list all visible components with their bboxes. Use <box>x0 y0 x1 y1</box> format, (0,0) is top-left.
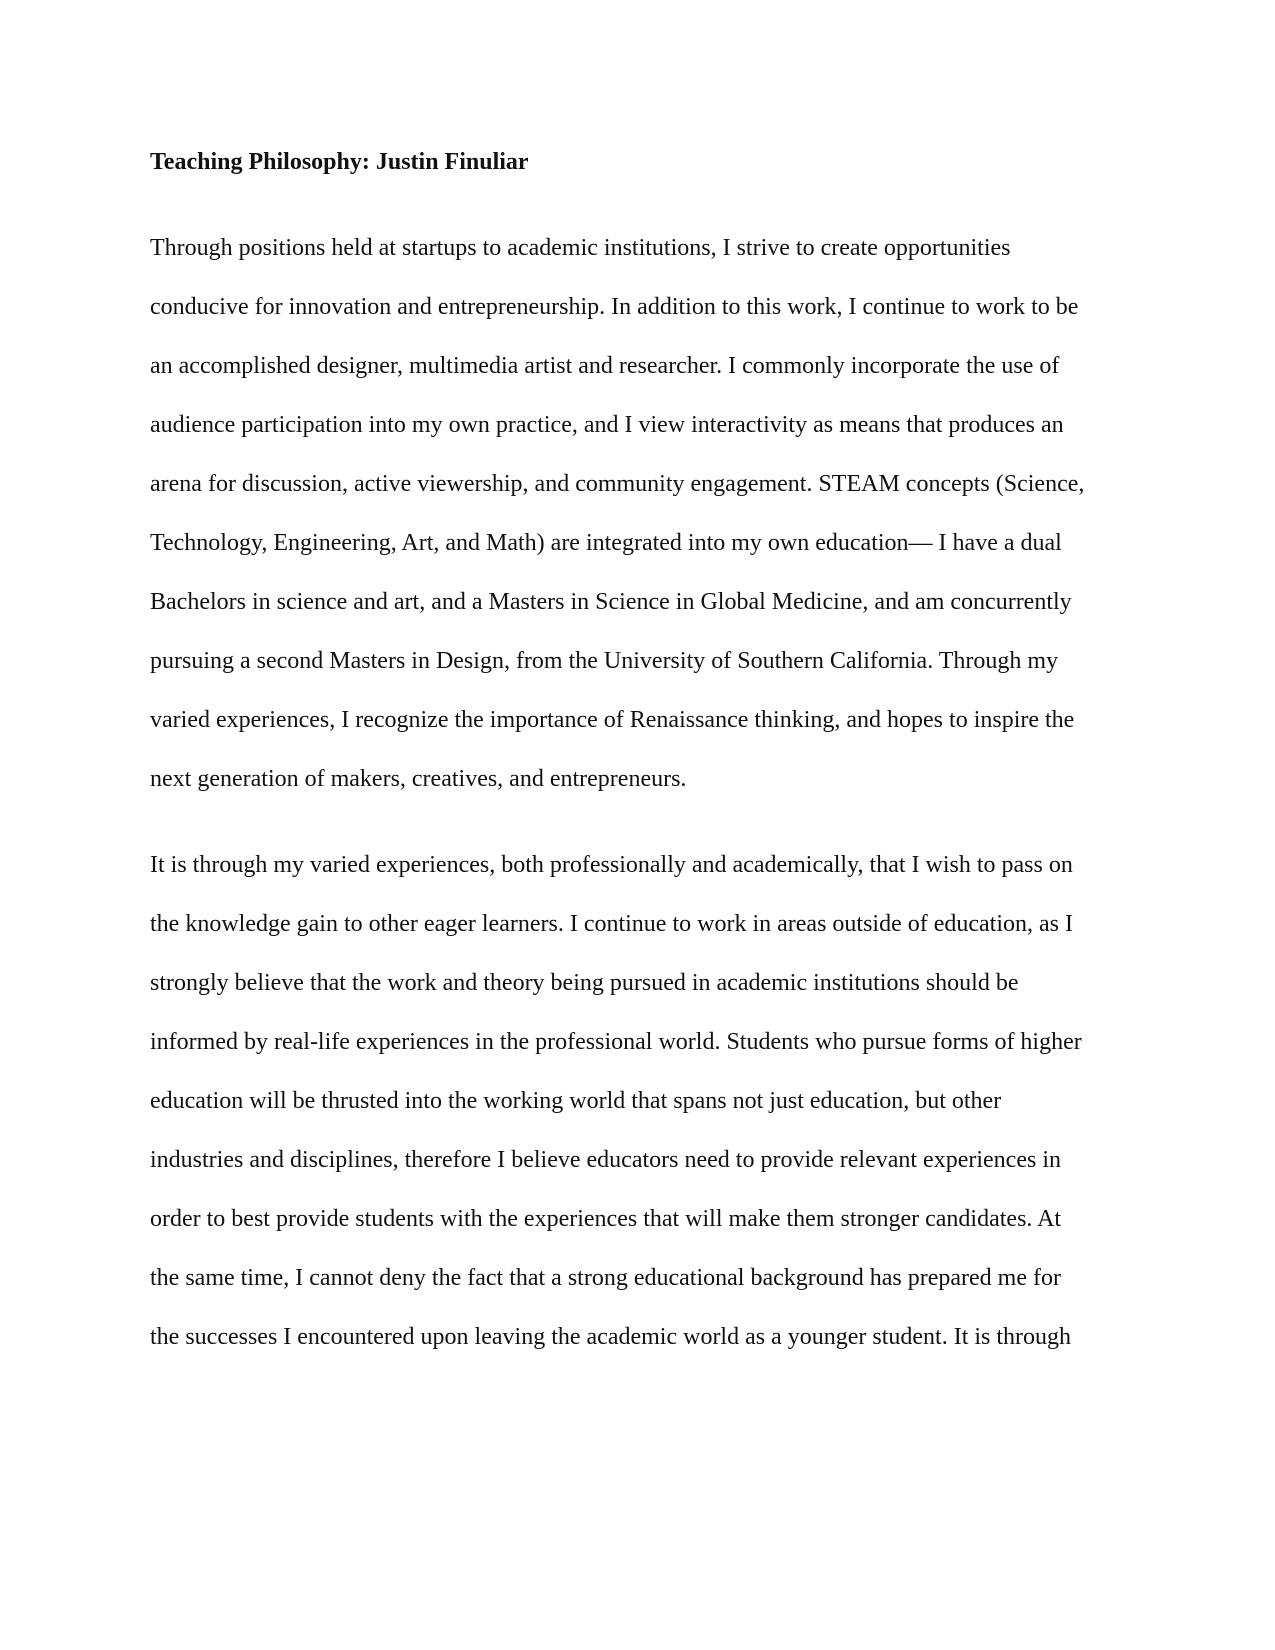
paragraph-line: an accomplished designer, multimedia artist and researcher. I commonly incorporate the use of <box>150 353 1060 379</box>
document-title: Teaching Philosophy: Justin Finuliar <box>150 149 529 175</box>
paragraph-2 <box>150 849 1150 1380</box>
paragraph-line: the knowledge gain to other eager learners. I continue to work in areas outside of education, as I <box>150 911 1074 937</box>
paragraph-line: audience participation into my own practice, and I view interactivity as means that produces an <box>150 412 1064 438</box>
paragraph-line: the same time, I cannot deny the fact that a strong educational background has prepared me for <box>150 1265 1061 1291</box>
paragraph-line: It is through my varied experiences, both professionally and academically, that I wish to pass on <box>150 852 1073 878</box>
paragraph-line: industries and disciplines, therefore I believe educators need to provide relevant experiences in <box>150 1147 1061 1173</box>
paragraph-1 <box>150 232 1150 822</box>
paragraph-line: arena for discussion, active viewership, and community engagement. STEAM concepts (Science, <box>150 471 1085 497</box>
paragraph-line: conducive for innovation and entrepreneurship. In addition to this work, I continue to work to be <box>150 294 1079 320</box>
paragraph-line: the successes I encountered upon leaving the academic world as a younger student. It is through <box>150 1324 1072 1350</box>
paragraph-line: order to best provide students with the experiences that will make them stronger candidates. At <box>150 1206 1062 1232</box>
paragraph-line: varied experiences, I recognize the importance of Renaissance thinking, and hopes to inspire the <box>150 707 1075 733</box>
paragraph-line: education will be thrusted into the working world that spans not just education, but other <box>150 1088 1002 1114</box>
paragraph-line: next generation of makers, creatives, and entrepreneurs. <box>150 766 687 792</box>
paragraph-line: strongly believe that the work and theory being pursued in academic institutions should be <box>150 970 1019 996</box>
paragraph-line: informed by real-life experiences in the professional world. Students who pursue forms of higher <box>150 1029 1082 1055</box>
paragraph-line: Technology, Engineering, Art, and Math) are integrated into my own education— I have a dual <box>150 530 1062 556</box>
paragraph-line: pursuing a second Masters in Design, from the University of Southern California. Through my <box>150 648 1059 674</box>
paragraph-line: Through positions held at startups to academic institutions, I strive to create opportunities <box>150 235 1011 261</box>
paragraph-line: Bachelors in science and art, and a Masters in Science in Global Medicine, and am concurrently <box>150 589 1072 615</box>
